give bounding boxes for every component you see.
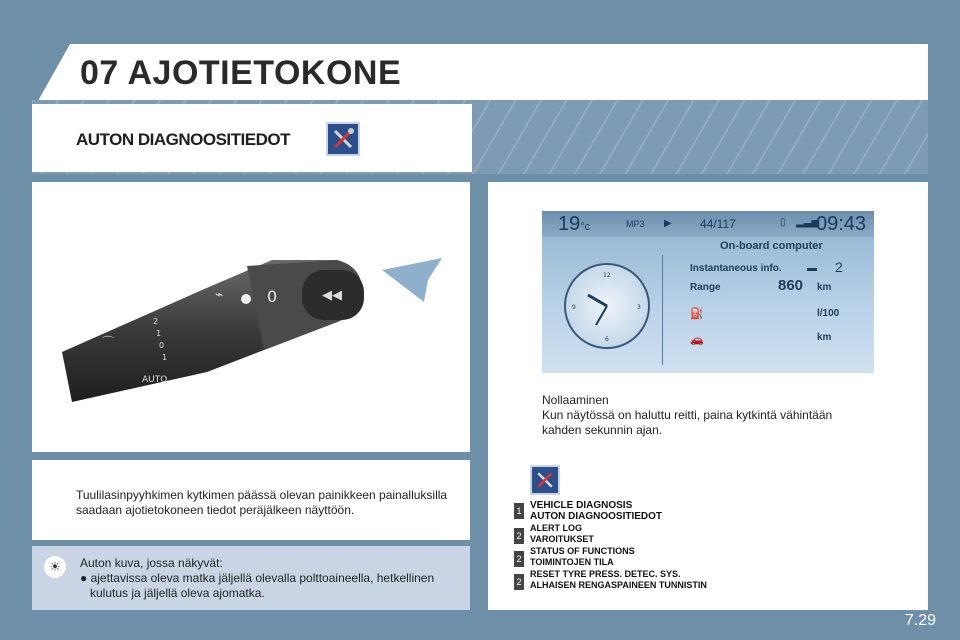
display-source: MP3: [626, 219, 645, 229]
display-track: 44/117: [700, 217, 736, 231]
svg-text:9: 9: [572, 304, 576, 311]
menu-item-status-of-functions: STATUS OF FUNCTIONS TOIMINTOJEN TILA: [530, 546, 635, 567]
page-number: 7.29: [904, 612, 936, 629]
menu-level-badge: 2: [514, 574, 524, 590]
play-icon: ▶: [664, 218, 672, 229]
wiper-text: Tuulilasinpyyhkimen kytkimen päässä olevan painikkeen painalluksilla saadaan ajotietokoneen tiedot peräjälkeen näyttöön.: [76, 488, 448, 517]
diagnosis-tools-icon-small: [530, 465, 560, 495]
menu-level-badge: 2: [514, 551, 524, 567]
range-label: Range: [690, 282, 721, 293]
stalk-auto-label: AUTO: [142, 375, 168, 385]
instantaneous-page: 2: [835, 259, 843, 275]
instantaneous-info-label: Instantaneous info.: [690, 263, 782, 274]
signal-icon: ▂▃▅: [796, 217, 820, 228]
stalk-scale-2: 2: [153, 317, 159, 326]
fuel-pump-icon: ⛽: [690, 308, 704, 320]
display-clock: 09:43: [816, 213, 867, 235]
menu-item-reset-tyre: RESET TYRE PRESS. DETEC. SYS. ALHAISEN RENGASPAINEEN TUNNISTIN: [530, 569, 707, 590]
light-bulb-icon: ☀: [44, 556, 66, 578]
menu-item-alert-log: ALERT LOG VAROITUKSET: [530, 523, 594, 544]
note-bullet: ● ajettavissa oleva matka jäljellä olevalla polttoaineella, hetkellinen kulutus ja jäljellä oleva ajomatka.: [80, 571, 435, 600]
note-panel: [32, 546, 470, 610]
stalk-scale-1: 1: [156, 329, 162, 338]
analog-clock-icon: [564, 263, 650, 349]
menu-level-badge: 1: [514, 503, 524, 519]
svg-text:6: 6: [605, 336, 609, 343]
reset-body: Kun näytössä on haluttu reitti, paina kytkintä vähintään kahden sekunnin ajan.: [542, 408, 833, 437]
svg-text:12: 12: [603, 272, 611, 279]
display-temperature: 19°c: [558, 213, 591, 235]
wiper-panel: [32, 460, 470, 540]
wiper-stalk-illustration: [32, 182, 470, 452]
diagnosis-tools-icon: [326, 122, 360, 156]
menu-item-vehicle-diagnosis: VEHICLE DIAGNOSIS AUTON DIAGNOOSITIEDOT: [530, 500, 663, 522]
stalk-scale-1b: 1: [162, 353, 168, 362]
svg-text:3: 3: [637, 304, 641, 311]
display-heading: On-board computer: [720, 240, 823, 252]
svg-text:0: 0: [267, 287, 278, 306]
section-title: AUTON DIAGNOOSITIEDOT: [76, 130, 290, 149]
stalk-scale-0: 0: [159, 341, 165, 350]
vehicle-icon: 🚗: [690, 334, 704, 346]
display-divider: [662, 255, 663, 365]
phone-icon: ▯: [780, 217, 786, 228]
menu-level-badge: 2: [514, 528, 524, 544]
distance-unit: km: [817, 332, 832, 343]
range-unit: km: [817, 282, 832, 293]
svg-text:◀◀: ◀◀: [322, 288, 342, 303]
svg-text:⌁: ⌁: [215, 287, 224, 303]
consumption-unit: l/100: [817, 308, 840, 319]
stalk-panel: [32, 182, 470, 452]
page-title: 07 AJOTIETOKONE: [80, 54, 402, 92]
note-intro: Auton kuva, jossa näkyvät:: [80, 556, 223, 570]
reset-title: Nollaaminen: [542, 393, 609, 407]
car-icon: ▬: [807, 263, 817, 274]
svg-text:⌒: ⌒: [102, 335, 115, 349]
multifunction-display: [542, 211, 874, 373]
range-value: 860: [778, 277, 804, 294]
